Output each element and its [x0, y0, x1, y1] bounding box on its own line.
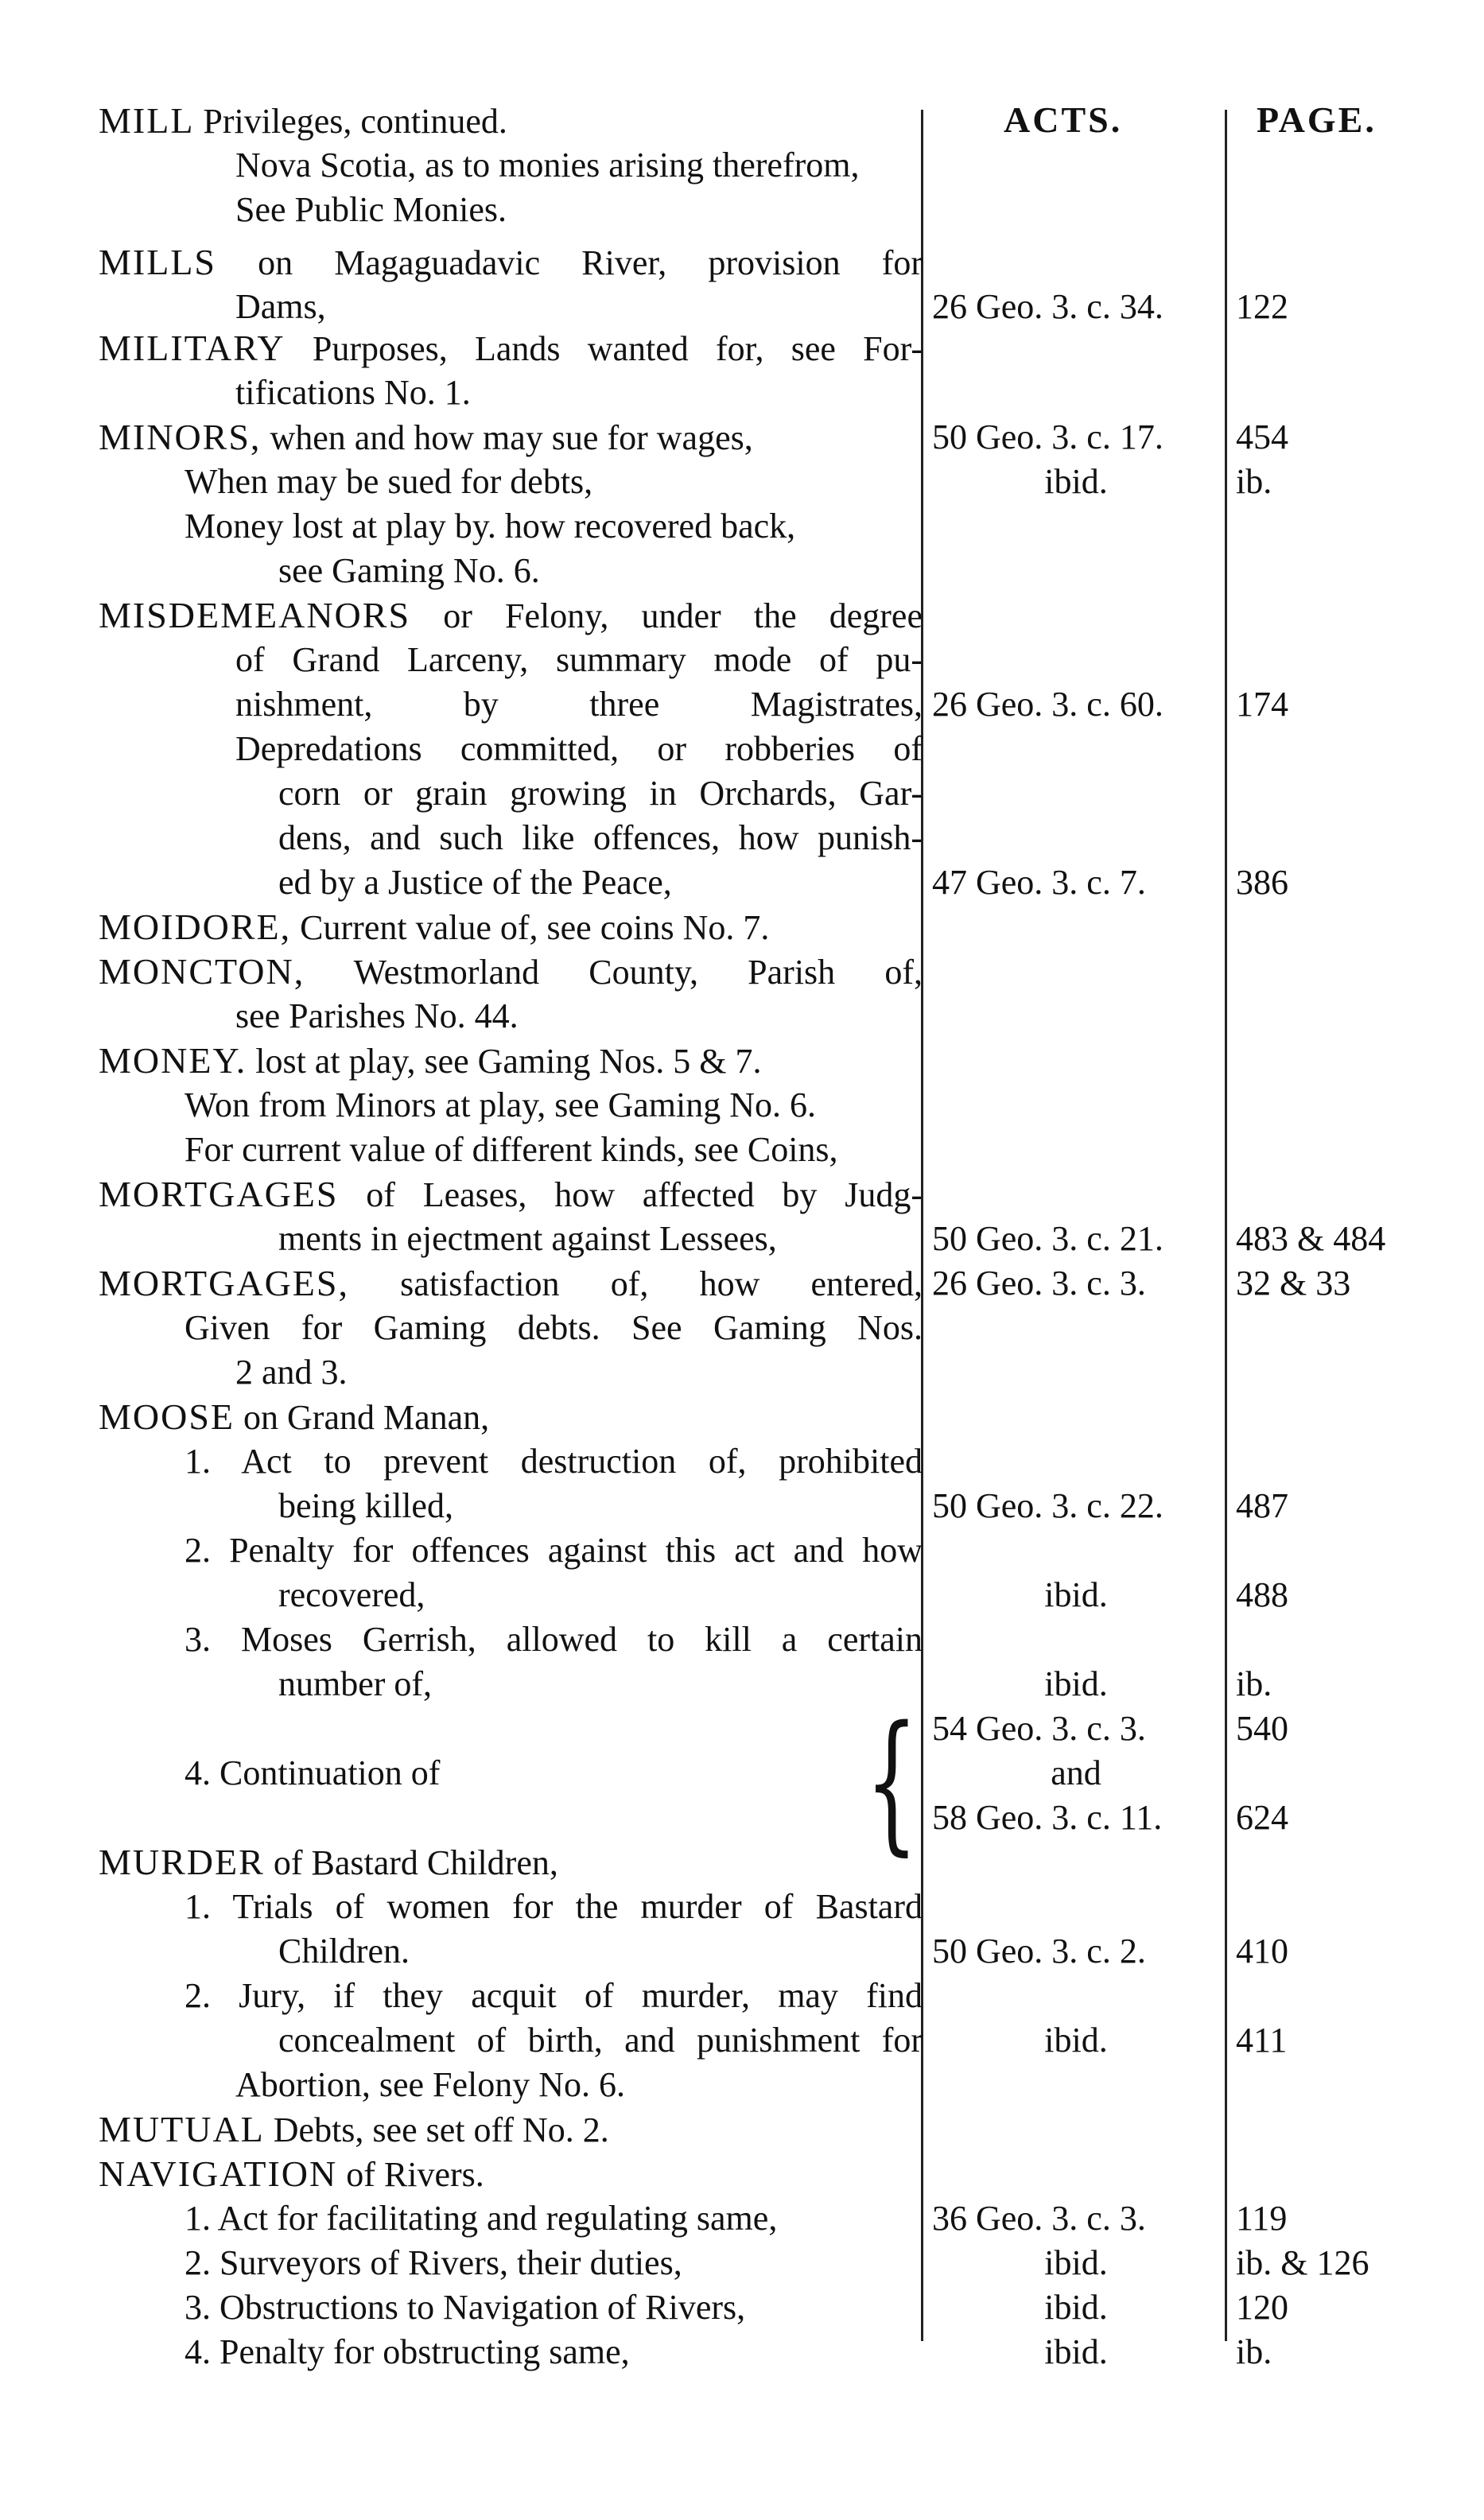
entry-page: 119	[1236, 2199, 1288, 2238]
entry-keyword: MORTGAGES	[99, 1174, 339, 1214]
entry-description: of Bastard Children,	[264, 1843, 558, 1882]
index-entry	[0, 1796, 1484, 1840]
index-entry	[0, 1128, 1484, 1172]
entry-text	[99, 1840, 558, 1885]
entry-text: nishment, by three Magistrates,	[235, 685, 923, 724]
entry-description: Debts, see set off No. 2.	[264, 2110, 609, 2149]
entry-act: 47 Geo. 3. c. 7.	[932, 863, 1146, 902]
index-entry	[0, 99, 1484, 143]
entry-text	[99, 2152, 484, 2197]
entry-keyword: MOIDORE,	[99, 907, 292, 947]
entry-act: ibid.	[1044, 2332, 1108, 2371]
index-entry	[0, 949, 1484, 994]
entry-text: 3. Moses Gerrish, allowed to kill a certain	[185, 1620, 923, 1659]
entry-text: number of,	[278, 1664, 433, 1703]
entry-keyword: MISDEMEANORS	[99, 595, 411, 635]
entry-page: 624	[1236, 1798, 1288, 1837]
entry-page: 410	[1236, 1932, 1288, 1971]
index-entry	[0, 2285, 1484, 2330]
entry-text	[99, 905, 769, 950]
entry-description: of Leases, how affected by Judg-	[338, 1175, 923, 1214]
index-entry	[0, 188, 1484, 232]
index-entry	[0, 2018, 1484, 2063]
index-entry	[0, 415, 1484, 460]
entry-text	[99, 1172, 923, 1217]
entry-text: concealment of birth, and punishment for	[278, 2021, 923, 2060]
entry-keyword: MILITARY	[99, 328, 286, 368]
entry-text: Dams,	[235, 287, 326, 326]
entry-act: and	[1051, 1753, 1101, 1792]
page-column-header: PAGE.	[1257, 99, 1377, 140]
entry-text	[99, 2107, 609, 2153]
entry-text: Won from Minors at play, see Gaming No. 6.	[185, 1085, 817, 1124]
entry-text: 3. Obstructions to Navigation of Rivers,	[185, 2288, 746, 2327]
entry-act: 50 Geo. 3. c. 21.	[932, 1219, 1164, 1258]
entry-text: 1. Act for facilitating and regulating same,	[185, 2199, 778, 2238]
entry-text: 4. Penalty for obstructing same,	[185, 2332, 630, 2371]
index-entry	[0, 682, 1484, 727]
index-entry	[0, 1439, 1484, 1484]
entry-text: of Grand Larceny, summary mode of pu-	[235, 640, 923, 679]
entry-act: 26 Geo. 3. c. 34.	[932, 287, 1164, 326]
entry-text	[99, 593, 923, 639]
entry-description: Westmorland County, Parish of,	[305, 953, 923, 992]
index-entry	[0, 1573, 1484, 1617]
entry-keyword: MUTUAL	[99, 2109, 265, 2149]
index-entry	[0, 1662, 1484, 1707]
entry-text	[99, 240, 923, 285]
entry-page: 454	[1236, 417, 1288, 456]
entry-text: being killed,	[278, 1486, 453, 1525]
index-entry	[0, 1306, 1484, 1350]
entry-text: 4. Continuation of	[185, 1753, 441, 1792]
entry-description: or Felony, under the degree	[410, 596, 923, 635]
index-entry	[0, 816, 1484, 860]
entry-act: 54 Geo. 3. c. 3.	[932, 1709, 1146, 1748]
entry-page: 487	[1236, 1486, 1288, 1525]
entry-keyword: MORTGAGES,	[99, 1263, 349, 1303]
entry-keyword: MONCTON,	[99, 951, 305, 992]
index-entry	[0, 240, 1484, 285]
entry-description: satisfaction of, how entered,	[348, 1264, 923, 1303]
entry-text	[99, 949, 923, 995]
entry-act: 50 Geo. 3. c. 2.	[932, 1932, 1146, 1971]
entry-text: see Gaming No. 6.	[278, 551, 540, 590]
entry-act: ibid.	[1044, 1664, 1108, 1703]
entry-description: Privileges, continued.	[194, 102, 507, 141]
entry-text	[99, 1395, 489, 1440]
entry-text: 2. Penalty for offences against this act and how	[185, 1531, 923, 1570]
entry-act: 58 Geo. 3. c. 11.	[932, 1798, 1163, 1837]
entry-page: 488	[1236, 1575, 1288, 1614]
acts-column-header: ACTS.	[1004, 99, 1123, 140]
entry-text: see Parishes No. 44.	[235, 996, 519, 1035]
index-entry	[0, 638, 1484, 682]
entry-description: of Rivers.	[337, 2155, 484, 2194]
index-entry	[0, 1350, 1484, 1395]
index-entry	[0, 1039, 1484, 1083]
index-entry	[0, 1707, 1484, 1751]
entry-text: 2 and 3.	[235, 1353, 348, 1392]
index-entry	[0, 905, 1484, 949]
entry-text: Children.	[278, 1932, 410, 1971]
index-entry	[0, 2152, 1484, 2196]
entry-page: 120	[1236, 2288, 1288, 2327]
index-entry	[0, 1885, 1484, 1929]
entry-keyword: MINORS,	[99, 417, 262, 457]
index-entry	[0, 1484, 1484, 1528]
entry-page: 483 & 484	[1236, 1219, 1386, 1258]
entry-text: tifications No. 1.	[235, 373, 471, 412]
index-entry	[0, 1528, 1484, 1573]
index-entry	[0, 727, 1484, 771]
entry-act: 26 Geo. 3. c. 60.	[932, 685, 1164, 724]
entry-page: ib.	[1236, 2332, 1272, 2371]
entry-description: when and how may sue for wages,	[261, 418, 753, 457]
entry-text: ed by a Justice of the Peace,	[278, 863, 672, 902]
index-entry	[0, 1083, 1484, 1128]
entry-text	[99, 326, 923, 371]
entry-text: 2. Jury, if they acquit of murder, may find	[185, 1976, 923, 2015]
index-entry	[0, 1217, 1484, 1261]
entry-keyword: MOOSE	[99, 1396, 235, 1437]
entry-text: For current value of different kinds, see Coins,	[185, 1130, 838, 1169]
entry-text: corn or grain growing in Orchards, Gar-	[278, 774, 923, 813]
entry-act: 26 Geo. 3. c. 3.	[932, 1264, 1146, 1303]
index-entry	[0, 285, 1484, 329]
entry-text: Abortion, see Felony No. 6.	[235, 2065, 626, 2104]
entry-act: ibid.	[1044, 2288, 1108, 2327]
index-entry	[0, 504, 1484, 549]
index-entry	[0, 143, 1484, 188]
index-entry	[0, 994, 1484, 1039]
index-entry	[0, 1395, 1484, 1439]
entry-page: 540	[1236, 1709, 1288, 1748]
entry-description: Current value of, see coins No. 7.	[291, 908, 770, 947]
entry-act: ibid.	[1044, 2243, 1108, 2282]
index-entry	[0, 1617, 1484, 1662]
entry-text: 1. Act to prevent destruction of, prohibited	[185, 1442, 923, 1481]
entry-text: recovered,	[278, 1575, 425, 1614]
entry-page: 411	[1236, 2021, 1288, 2060]
entry-text: Given for Gaming debts. See Gaming Nos.	[185, 1308, 923, 1347]
entry-description: lost at play, see Gaming Nos. 5 & 7.	[247, 1042, 762, 1081]
index-entry	[0, 771, 1484, 816]
index-entry	[0, 1840, 1484, 1885]
entry-text	[99, 1261, 923, 1307]
entry-page: 32 & 33	[1236, 1264, 1351, 1303]
entry-act: 36 Geo. 3. c. 3.	[932, 2199, 1146, 2238]
entry-text: Money lost at play by. how recovered back,	[185, 507, 796, 546]
entry-text	[99, 99, 507, 144]
entry-keyword: MILL	[99, 100, 195, 141]
entry-text: 2. Surveyors of Rivers, their duties,	[185, 2243, 682, 2282]
entry-description: on Grand Manan,	[235, 1398, 490, 1437]
entry-text: Nova Scotia, as to monies arising therefrom,	[235, 146, 860, 184]
index-entry	[0, 593, 1484, 638]
index-entry	[0, 549, 1484, 593]
brace-continuation: {	[865, 1694, 919, 1870]
entry-text: dens, and such like offences, how punish-	[278, 818, 923, 857]
entry-text: 1. Trials of women for the murder of Bastard	[185, 1887, 923, 1926]
entry-page: ib.	[1236, 462, 1272, 501]
index-entry	[0, 2196, 1484, 2241]
entry-keyword: MONEY.	[99, 1040, 247, 1081]
index-entry	[0, 1751, 1484, 1796]
entry-page: 174	[1236, 685, 1288, 724]
entry-page: 386	[1236, 863, 1288, 902]
entry-text: ments in ejectment against Lessees,	[278, 1219, 777, 1258]
entry-page: ib.	[1236, 1664, 1272, 1703]
index-entry	[0, 1261, 1484, 1306]
entry-page: ib. & 126	[1236, 2243, 1369, 2282]
entry-text	[99, 415, 753, 460]
entry-act: ibid.	[1044, 1575, 1108, 1614]
entry-keyword: MILLS	[99, 242, 216, 282]
entry-description: on Magaguadavic River, provision for	[216, 243, 923, 282]
entry-text: When may be sued for debts,	[185, 462, 593, 501]
entry-act: 50 Geo. 3. c. 22.	[932, 1486, 1164, 1525]
index-entry	[0, 2107, 1484, 2152]
entry-description: Purposes, Lands wanted for, see For-	[285, 329, 923, 368]
entry-keyword: MURDER	[99, 1842, 265, 1882]
entry-act: ibid.	[1044, 462, 1108, 501]
index-entry	[0, 371, 1484, 415]
entry-page: 122	[1236, 287, 1288, 326]
entry-act: ibid.	[1044, 2021, 1108, 2060]
index-entry	[0, 460, 1484, 504]
index-entry	[0, 326, 1484, 371]
entry-keyword: NAVIGATION	[99, 2153, 338, 2194]
entry-act: 50 Geo. 3. c. 17.	[932, 417, 1164, 456]
entry-text	[99, 1039, 762, 1084]
entry-text: See Public Monies.	[235, 190, 507, 229]
index-entry	[0, 2241, 1484, 2285]
index-entry	[0, 860, 1484, 905]
index-entry	[0, 2063, 1484, 2107]
index-entry	[0, 1974, 1484, 2018]
entry-text: Depredations committed, or robberies of	[235, 729, 923, 768]
index-entry	[0, 1172, 1484, 1217]
index-entry	[0, 1929, 1484, 1974]
index-entry	[0, 2330, 1484, 2374]
